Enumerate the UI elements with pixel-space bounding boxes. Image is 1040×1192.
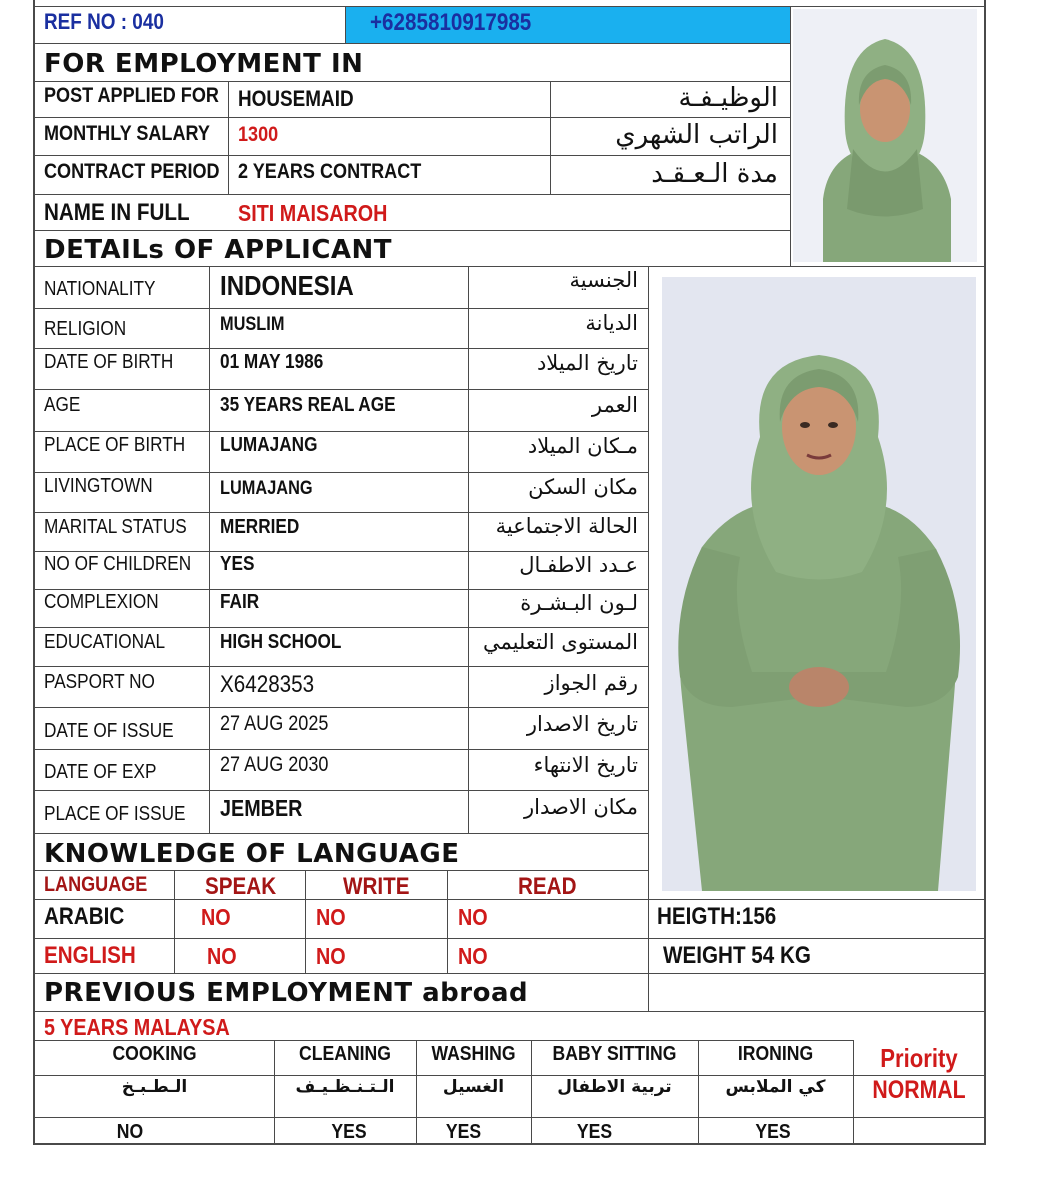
detail-value: LUMAJANG xyxy=(220,478,313,499)
detail-label: PLACE OF BIRTH xyxy=(44,434,186,456)
skill-value: YES xyxy=(755,1121,791,1143)
detail-arabic: تاريخ الانتهاء xyxy=(533,753,638,777)
skill-value: YES xyxy=(576,1121,613,1143)
skill-value: YES xyxy=(445,1121,482,1143)
phone-number[interactable]: +6285810917985 xyxy=(370,9,532,36)
monthly-salary-arabic: الراتب الشهري xyxy=(615,120,778,150)
detail-value: MERRIED xyxy=(220,516,300,538)
ref-number: REF NO : 040 xyxy=(44,9,164,34)
detail-value: 01 MAY 1986 xyxy=(220,351,324,373)
skill-column xyxy=(416,1043,531,1066)
detail-value: YES xyxy=(220,553,255,575)
detail-arabic: المستوى التعليمي xyxy=(482,630,638,654)
read-header: READ xyxy=(518,873,577,900)
detail-arabic: مكان السكن xyxy=(528,475,638,499)
language-name: ENGLISH xyxy=(44,942,136,969)
detail-label: PASPORT NO xyxy=(44,671,155,693)
priority-label: Priority xyxy=(880,1043,958,1073)
detail-label: NATIONALITY xyxy=(44,278,156,300)
skill-arabic: كي الملابس xyxy=(725,1077,826,1097)
detail-value: 35 YEARS REAL AGE xyxy=(220,394,396,416)
skill-name: COOKING xyxy=(112,1043,197,1065)
post-applied-label: POST APPLIED FOR xyxy=(44,84,219,107)
detail-value: INDONESIA xyxy=(220,270,354,301)
write-header: WRITE xyxy=(343,873,410,900)
language-read: NO xyxy=(458,943,488,969)
language-write: NO xyxy=(316,943,346,969)
skill-column xyxy=(531,1043,698,1066)
skill-arabic: الـطـبـخ xyxy=(121,1077,188,1097)
language-section-title: KNOWLEDGE OF LANGUAGE xyxy=(44,839,460,869)
detail-label: COMPLEXION xyxy=(44,591,159,613)
detail-label: AGE xyxy=(44,394,81,416)
detail-label: MARITAL STATUS xyxy=(44,516,187,538)
skill-column xyxy=(274,1043,416,1066)
detail-label: PLACE OF ISSUE xyxy=(44,803,186,825)
language-name: ARABIC xyxy=(44,903,125,930)
detail-label: NO OF CHILDREN xyxy=(44,553,192,575)
previous-employment-title: PREVIOUS EMPLOYMENT abroad xyxy=(44,978,529,1008)
skill-column xyxy=(35,1043,274,1066)
skill-column xyxy=(698,1043,853,1066)
post-applied-arabic: الوظيـفـة xyxy=(678,83,778,113)
speak-header: SPEAK xyxy=(205,873,277,900)
detail-label: DATE OF BIRTH xyxy=(44,351,174,373)
post-applied-value: HOUSEMAID xyxy=(238,86,354,111)
contract-period-value: 2 YEARS CONTRACT xyxy=(238,160,422,183)
language-speak: NO xyxy=(207,943,237,969)
skill-value: YES xyxy=(331,1121,367,1143)
full-name-label: NAME IN FULL xyxy=(44,199,190,226)
applicant-full-photo xyxy=(662,277,976,891)
employment-section-title: FOR EMPLOYMENT IN xyxy=(44,49,364,79)
detail-arabic: لـون البـشـرة xyxy=(520,591,638,615)
detail-value: 27 AUG 2030 xyxy=(220,753,329,776)
detail-value: X6428353 xyxy=(220,671,315,698)
skill-name: BABY SITTING xyxy=(552,1043,677,1065)
language-write: NO xyxy=(316,904,346,930)
previous-employment-value: 5 YEARS MALAYSA xyxy=(44,1014,230,1040)
detail-value: 27 AUG 2025 xyxy=(220,712,329,735)
skill-name: WASHING xyxy=(431,1043,516,1065)
detail-arabic: تاريخ الميلاد xyxy=(536,351,638,375)
language-speak: NO xyxy=(201,904,231,930)
skill-name: IRONING xyxy=(737,1043,814,1065)
detail-label: LIVINGTOWN xyxy=(44,475,153,497)
detail-arabic: مكان الاصدار xyxy=(524,795,638,819)
detail-value: JEMBER xyxy=(220,795,303,821)
detail-arabic: الحالة الاجتماعية xyxy=(495,514,638,538)
applicant-headshot xyxy=(793,9,977,262)
detail-arabic: الديانة xyxy=(585,311,638,335)
detail-arabic: تاريخ الاصدار xyxy=(526,712,638,736)
detail-value: MUSLIM xyxy=(220,314,285,335)
contract-period-arabic: مدة الـعـقـد xyxy=(651,159,778,189)
weight-value: WEIGHT 54 KG xyxy=(663,942,811,969)
detail-label: DATE OF ISSUE xyxy=(44,720,174,742)
detail-label: RELIGION xyxy=(44,318,127,340)
detail-label: DATE OF EXP xyxy=(44,761,157,783)
skill-arabic: تربية الاطفال xyxy=(557,1077,672,1097)
skill-arabic: الغسيل xyxy=(442,1077,505,1097)
monthly-salary-value: 1300 xyxy=(238,123,279,146)
detail-arabic: عـدد الاطفـال xyxy=(519,553,638,577)
skill-value: NO xyxy=(116,1121,144,1143)
skill-name: CLEANING xyxy=(299,1043,391,1065)
skill-arabic: الـتـنـظـيـف xyxy=(295,1077,395,1097)
height-value: HEIGTH:156 xyxy=(657,903,777,930)
full-name-value: SITI MAISAROH xyxy=(238,200,388,226)
detail-arabic: مـكان الميلاد xyxy=(527,434,638,458)
language-read: NO xyxy=(458,904,488,930)
language-header: LANGUAGE xyxy=(44,873,148,896)
details-section-title: DETAILs OF APPLICANT xyxy=(44,235,393,265)
contract-period-label: CONTRACT PERIOD xyxy=(44,160,220,183)
detail-arabic: العمر xyxy=(591,393,638,417)
detail-arabic: رقم الجواز xyxy=(544,671,638,695)
monthly-salary-label: MONTHLY SALARY xyxy=(44,122,210,145)
priority-value: NORMAL xyxy=(872,1076,966,1104)
detail-value: LUMAJANG xyxy=(220,434,318,456)
detail-value: FAIR xyxy=(220,591,260,613)
detail-value: HIGH SCHOOL xyxy=(220,631,342,653)
detail-label: EDUCATIONAL xyxy=(44,631,166,653)
detail-arabic: الجنسية xyxy=(569,268,638,292)
